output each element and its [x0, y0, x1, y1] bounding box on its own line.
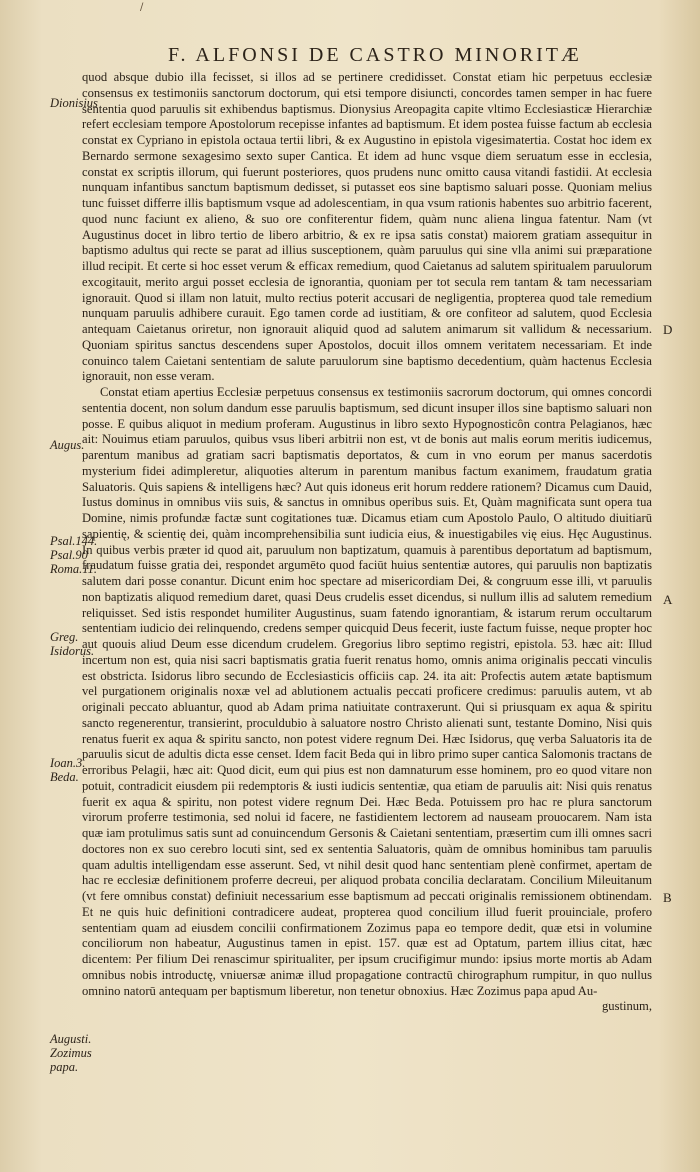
folio-mark: /: [140, 2, 144, 13]
main-text-column: [82, 70, 652, 1015]
paragraph-1: quod absque dubio illa fecisset, si illos ad se pertinere credidisset. Constat etiam hic perpetuus ecclesiæ consensus ex testimoniis sanctorum doctorum, qui etsi tempore disiuncti, concordes tamen semper in hac fuere sententia quod paruulis sit exhibendus baptismus. Dionysius Areopagita capite vltimo Ecclesiasticæ Hierarchiæ refert ecclesiam tempore Apostolorum recepisse infantes ad baptismum. Et idem postea fuisse factum ab ecclesia constat ex Cypriano in epistola octaua tertii libri, & ex Augustino in epistola vigesimatertia. Costat hoc idem ex Bernardo sermone sexagesimo sexto super Cantica. Et idem ad hunc vsque diem seruatum esse in ecclesia, constat ex scriptis illorum, qui fuerunt posteriores, quos prudens nunc omitto causa vitandi fastidii. At ecclesia nunquam infantibus sanctum baptismum dedisset, si putasset eos sine baptismo saluari posse. Quoniam melius tunc fuisset differre illis baptismum vsque ad adolescentiam, in qua vsum rationis habentes suo arbitrio facerent, quod nunc faciunt ex alieno, & suo ore confiterentur fidem, quàm nunc aliena lingua fatentur. Nam (vt Augustinus docet in libro tertio de libero arbitrio, & ex re ipsa satis constat) maiorem gratiam assequitur in baptismo adultus qui recte se parat ad illius susceptionem, quàm paruulus qui sine vlla animi sui præparatione illud recipit. Et certe si hoc esset verum & efficax remedium, quod Caietanus ad salutem spiritualem paruulorum excogitauit, merito argui posset ecclesia de ignorantia, quoniam per tot secula rem tantam & tam necessariam ignorauit. Quod si illam non latuit, multo rectius poterit accusari de negligentia, propterea quod tale remedium nunquam paruulis adhibere curauit. Ego tamen corde ad iustitiam, & ore confiteor ad salutem, quod Ecclesia antequam Caietanus oriretur, non ignorauit aliquid quod ad salutem animarum sit vallidum & necessarium. Quoniam spiritus sanctus descendens super Apostolos, docuit illos omnem veritatem necessariam. Et inde conuinco talem Caietani sententiam de salute paruulorum sine baptismo decedentium, quàm hactenus Ecclesia ignorauit, non esse veram.: [82, 70, 652, 384]
catchword-line: gustinum,: [601, 999, 652, 1014]
side-letter-b: B: [663, 890, 672, 905]
paragraph-2: Constat etiam apertius Ecclesiæ perpetuus consensus ex testimoniis sacrorum doctorum, qui omnes concordi sententia docent, non solum dandum esse paruulis baptismum, sed dicunt insuper illos sine baptismo saluari non posse. E quibus aliquot in medium proferam. Augustinus in libro sexto Hypognosticôn contra Pelagianos, hæc ait: Nouimus etiam paruulos, quibus vsus liberi arbitrii non est, vt de bonis aut malis eorum meritis iudicemus, parentum manibus ad gratiam sacri baptismatis deportatos, & cum in vno eorum per manus sacerdotis mysterium fidei adimpleretur, aliquoties alterum in parentum manibus factum exanimem, fraudatum gratia Saluatoris. Quis sapiens & intelligens hæc? Aut quis idoneus erit horum reddere rationem? Dicamus cum Dauid, Iustus dominus in omnibus viis suis, & sanctus in omnibus operibus suis. Et, Quàm magnificata sunt opera tua Domine, nimis profundæ factæ sunt cogitationes tuæ. Dicamus etiam cum Apostolo Paulo, O altitudo diuitiarū sapientię, & scientię dei, quàm incomprehensibilia sunt iudicia eius, & inuestigabiles vię eius. Hęc Augustinus. In quibus verbis præter id quod ait, paruulum non baptizatum, quamuis à parentibus deportatum ad baptismum, fraudatum fuisse gratia dei, respondet argumēto quod faciūt huius sententiæ autores, qui paruulis non baptizatis salutem dari posse conantur. Dicunt enim hoc spectare ad misericordiam Dei, & congruum esse illi, vt paruulis non baptizatis aliquod remedium daret, quasi Deus crudelis esset dicendus, si nullum illis ad salutem remedium reliquisset. Sed istis respondet humiliter Augustinus, suam fatendo ignorantiam, & istarum rerum occultarum sententiam iudicio dei relinquendo, credens semper quicquid Deus fecerit, iuste factum fuisse, neque propter hoc aut quouis aliud Deum esse dicendum crudelem. Gregorius libro septimo registri, epistola. 53. hæc ait: Illud incertum non est, quia nisi sacri baptismatis gratia fuerit renatus homo, omnis anima originalis peccati vinculis est obstricta. Isidorus libro secundo de Ecclesiasticis officiis cap. 24. ita ait: Profectis autem ætate baptismum vel purgationem originalis noxæ vel ad ablutionem actualis peccati proficere credimus: paruulis autem, vt ab originali peccato abluantur, quod ab Adam prima natiuitate contraxerunt. Qui si priusquam ex aqua & spiritu sancto regenerentur, transierint, proculdubio à saluatore nostro Christo alienati sunt, testante Domino, Nisi quis renatus fuerit ex aqua & spiritu sancto, non potest videre regnum Dei. Hæc Isidorus, quę verba Saluatoris ita de paruulis sicut de adultis dicta esse censet. Idem facit Beda qui in libro primo super cantica Salomonis tractans de erroribus Pelagii, hæc ait: Quod dicit, eum qui pius est non damnaturum esse hominem, pro eo quod vitare non potuit, contradicit eiusdem pii redemptoris & iusti iudicis sententiæ, qua etiam de paruulis ait: Nisi quis renatus fuerit ex aqua & spiritu, non potest videre regnum Dei. Hæc Beda. Potuissem pro hac re plura sanctorum virorum proferre testimonia, sed nolui id facere, ne fastidientem lectorem ad nauseam prouocarem. Nam ista quæ iam protulimus satis sunt ad conuincendum Gersonis & Caietani sententiam, præsertim cum illi omnes sacri doctores non ex suo cerebro locuti sint, sed ex sententia Saluatoris, quàm de omnibus hominibus tam paruulis quam adultis intelligendam esse asserunt. Sed, vt nihil desit quod hanc sententiam plenè confirmet, apertam de hac re ecclesiæ definitionem proferre decreui, per aliquod probata concilia declaratam. Concilium Mileuitanum (vt fere omnibus constat) definiuit necessarium esse baptismum ad peccati originalis remissionem obtinendam. Et ne quis huic definitioni contradicere audeat, propterea quod concilium illud fuerit prouinciale, profero sententiam quam ad eiusdem concilii confirmationem Zozimus papa eo tempore dedit, quæ etsi in volumine conciliorum non habeatur, Augustinus tamen in epist. 157. quæ est ad Optatum, partem illius citat, hæc dicentem: Per filium Dei renascimur spiritualiter, per ipsum crucifigimur mundo: ipsius morte mortis ab Adam omnibus nobis introductę, vniuersæ animæ illud propagatione contractū chirographum rumpitur, in quo nullus omnino natorū antequam per baptismum liberetur, non tenetur obnoxius. Hæc Zozimus papa apud Au-: [82, 385, 652, 998]
margin-note-augustinus: Augus.: [50, 438, 85, 452]
margin-note-ioannes-beda: Ioan.3. Beda.: [50, 756, 86, 784]
margin-note-gregorius-isidorus: Greg. Isidorus.: [50, 630, 95, 658]
margin-note-dionisius: Dionisius: [50, 96, 98, 110]
margin-note-augustinus-zozimus: Augusti. Zozimus papa.: [50, 1032, 92, 1074]
margin-note-psalms-romans: Psal.144. Psal.90 Roma.11.: [50, 534, 98, 576]
side-letter-a: A: [663, 592, 673, 607]
running-header: F. ALFONSI DE CASTRO MINORITÆ: [168, 44, 582, 66]
side-letter-d: D: [663, 322, 673, 337]
